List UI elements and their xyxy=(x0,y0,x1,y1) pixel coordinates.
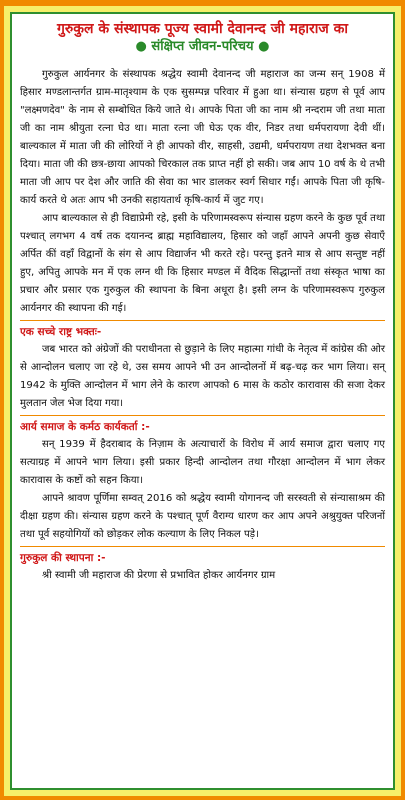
title-line-1: गुरुकुल के संस्थापक पूज्य स्वामी देवानन्द जी महाराज का xyxy=(56,21,349,37)
document-body xyxy=(20,66,385,782)
intro-paragraph-2: आप बाल्यकाल से ही विद्याप्रेमी रहे, इसी के परिणामस्वरूप संन्यास ग्रहण करने के कुछ पूर्व तथा पश्चात् लगभग 4 वर्ष तक दयानन्द ब्राह्म महाविद्यालय, हिसार को जहाँ आपने अपनी कुछ सेवाएँ अर्पित कीं वहाँ विद्वानों के संग से आप विद्यार्जन भी करते रहे। परन्तु इतने मात्र से आप सन्तुष्ट नहीं हुए, अपितु आपके मन में एक लग्न थी कि हिसार मण्डल में वैदिक सिद्धान्तों तथा संस्कृत भाषा का प्रचार और प्रसार एक गुरुकुल की स्थापना के बिना अधूरा है। इसी लग्न के परिणामस्वरूप गुरुकुल आर्यनगर की स्थापना की गई। xyxy=(20,213,385,314)
section-patriot-paragraph: जब भारत को अंग्रेजों की पराधीनता से छुड़ाने के लिए महात्मा गांधी के नेतृत्व में कांग्रेस की ओर से आन्दोलन चलाए जा रहे थे, उस समय आपने भी उन आन्दोलनों में बढ़-चढ़ कर भाग लिया। सन् 1942 के मुक्ति आन्दोलन में भाग लेने के कारण आपको 6 मास के कठोर कारावास की सजा देकर मुलतान जेल भेज दिया गया। xyxy=(20,344,385,409)
section-arya-paragraph-2: आपने श्रावण पूर्णिमा सम्वत् 2016 को श्रद्धेय स्वामी योगानन्द जी सरस्वती से संन्यासाश्रम की दीक्षा ग्रहण की। संन्यास ग्रहण करने के पश्चात् पूर्ण वैराग्य धारण कर आप अपने अश्रुयुक्त परिजनों तथा पूर्व सहयोगियों को छोड़कर लोक कल्याण के लिए निकल पड़े। xyxy=(20,493,385,540)
section-arya-paragraph-1: सन् 1939 में हैदराबाद के निज़ाम के अत्याचारों के विरोध में आर्य समाज द्वारा चलाए गए सत्याग्रह में आपने भाग लिया। इसी प्रकार हिन्दी आन्दोलन तथा गौरक्षा आन्दोलन में भाग लेकर कारावास के कष्टों को सहन किया। xyxy=(20,439,385,486)
document-title xyxy=(18,20,387,64)
document-panel xyxy=(10,12,395,790)
section-heading-gurukul: गुरुकुल की स्थापना :- xyxy=(20,552,106,564)
bullet-icon: ● xyxy=(258,39,270,54)
bullet-icon: ● xyxy=(135,39,147,54)
section-gurukul-paragraph: श्री स्वामी जी महाराज की प्रेरणा से प्रभावित होकर आर्यनगर ग्राम xyxy=(42,570,276,581)
section-heading-patriot: एक सच्चे राष्ट्र भक्तः- xyxy=(20,326,102,338)
divider xyxy=(20,415,385,416)
title-line-2 xyxy=(18,38,387,56)
title-line-2-text: संक्षिप्त जीवन-परिचय xyxy=(151,39,254,54)
section-heading-arya-samaj: आर्य समाज के कर्मठ कार्यकर्ता :- xyxy=(20,421,150,433)
intro-paragraph-1: गुरुकुल आर्यनगर के संस्थापक श्रद्धेय स्वामी देवानन्द जी महाराज का जन्म सन् 1908 में हिसार मण्डलान्तर्गत ग्राम-मातृश्याम के एक सुसम्पन्न परिवार में हुआ था। संन्यास ग्रहण से पूर्व आप "लक्ष्मणदेव" के नाम से सम्बोधित किये जाते थे। आपके पिता जी का नाम श्री नन्दराम जी तथा माता जी का नाम श्रीयुता रत्ना घेउ था। माता रत्ना जी घेऊ एक वीर, निडर तथा धर्मपरायणा देवी थीं। बाल्यकाल में माता जी की लोरियों ने ही आपको वीर, साहसी, उद्यमी, धर्मपरायण तथा देशभक्त बना दिया। माता जी की छत्र-छाया आपको चिरकाल तक प्राप्त नहीं हो सकी। जब आप 10 वर्ष के थे तभी माता जी आप पर देश और जाति की सेवा का भार डालकर स्वर्ग सिधार गईं। आपके पिता जी कृषि-कार्य करते थे अतः आप भी उनकी सहायतार्थ कृषि-कार्य में जुट गए। xyxy=(20,69,385,206)
divider xyxy=(20,320,385,321)
divider xyxy=(20,546,385,547)
